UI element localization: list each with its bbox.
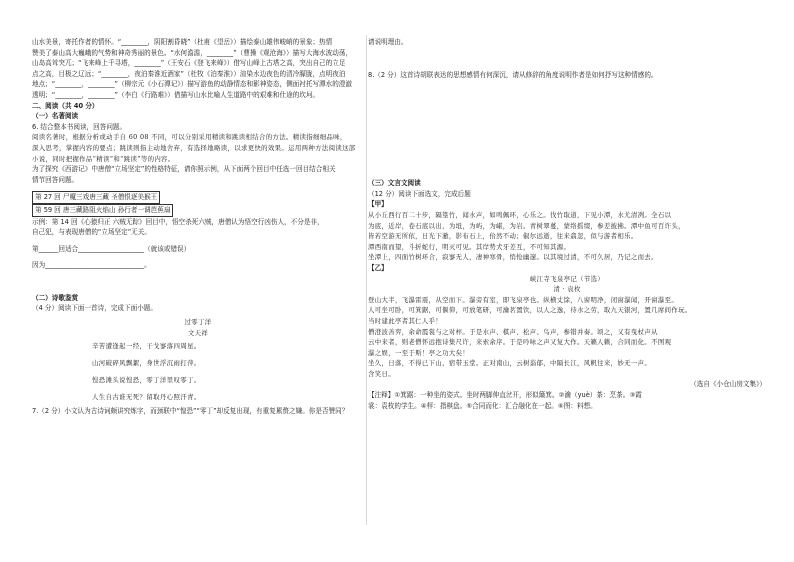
text-jia-line: 坐潭上，四面竹树环合，寂寥无人，凄神寒骨，悄怆幽邃。以其境过清，不可久居，乃记之而去。 (368, 253, 658, 262)
poem-line: 人生自古谁无死？留取丹心照汗青。 (92, 393, 201, 402)
poem-author: 文天祥 (187, 328, 209, 337)
task-line: 为了探究《西游记》中唐僧“立场坚定”的性格特征，请你照示例，从下面两个回目中任选一回目结合相关 (32, 165, 336, 174)
example-line: 自己犯，与表现唐僧的“立场坚定”无关。 (32, 228, 151, 237)
text-yi-author: 清 · 袁枚 (553, 285, 581, 294)
text-yi-line: 含笑日。 (368, 369, 395, 378)
poem-intro: （4 分）阅读下面一首诗，完成下面小题。 (32, 304, 157, 313)
text-jia-marker: 【甲】 (368, 200, 388, 209)
reading-passage-line: 小说，同时把握作品“精读”和“跳读”等的内容。 (32, 154, 175, 163)
reading-passage-line: 阅读名著时，根据分析或动手自 60 08 不同，可以分别采用精读和跳读相结合的方法。精读指细细品味， (32, 133, 347, 142)
poem-line: 辛苦遭逢起一经，干戈寥落四周星。 (92, 342, 201, 351)
text-jia-line: 从小丘西行百二十步，隔篁竹，闻水声，如鸣佩环，心乐之。伐竹取道，下见小潭，水尤清冽。全石以 (368, 210, 672, 219)
text-jia-line: 潭西南而望，斗折蛇行，明灭可见。其岸势犬牙差互，不可知其源。 (368, 242, 571, 251)
source-citation: （选自《小仓山房文集》） (690, 380, 766, 389)
text-yi-line: 云中来者，则老僧怀远抱诗集尺许，来索余序。于是吟咏之声又复大作。天籁人籁，合同而化。不图观 (368, 338, 672, 347)
answer-blank: 第______回适合____________________（就该或错误） (32, 244, 191, 253)
poem-line: 山河破碎风飘絮，身世浮沉雨打萍。 (92, 359, 201, 368)
text-yi-line: 当时建此亭者其仁人乎！ (368, 316, 443, 325)
right-column (368, 37, 766, 411)
fill-in-line: 山岛高耸突兀；“飞来峰上千寻塔，________”（王安石《登飞来峰》）借写山峰上古塔之高，突出自己的立足 (32, 59, 346, 68)
fill-in-line: 山水美景，寄托作者的情怀。“________，阴阳割昏晓”（杜甫《望岳》）描绘泰山雄伟峻峭的景象；热情 (32, 38, 333, 46)
notes-line: 【注释】①箕踞：一种坐的姿式。坐时两脚伸直岔开，形似簸箕。②瀹（yuè）茶：烹茶。③霞 (368, 391, 642, 400)
subsection-heading: （三）文言文阅读 (368, 179, 421, 188)
chapter-option-box: 第 27 回 尸魔三戏唐三藏 圣僧恨逐美猴王 (32, 191, 160, 204)
example-line: 示例：第 14 回《心猿归正 六贼无踪》回目中，悟空杀死六贼，唐僧认为悟空行凶伤人，不分是非， (32, 217, 324, 226)
poem-title: 过零丁洋 (184, 318, 212, 327)
text-yi-line: 登山大半，飞瀑雷震，从空而下。瀑旁有室，即飞泉亭也。纵横丈馀，八窗明净，闭窗瀑闻，开窗瀑至。 (368, 295, 679, 304)
question-7: 7.（2 分）小文认为古诗词颇讲究炼字，而颈联中“惶恐”“零丁”却反复出现，有重复累赘之嫌。你是否赞同？ (32, 407, 349, 416)
poem-line: 惶恐滩头说惶恐，零丁洋里叹零丁。 (92, 376, 201, 385)
text-yi-line: 僧澄波善弈，余命霞裳与之对枰。于是水声、棋声、松声、鸟声，参错并奏。顷之，又有曳杖声从 (368, 327, 658, 336)
text-yi-title: 峡江寺飞泉亭记（节选） (529, 274, 605, 283)
question-8: 8.（2 分）这首诗胡联表达的思想感情有何深沉，请从修辞的角度说明作者是如何抒写这种情感的。 (368, 70, 658, 79)
classical-intro: （12 分）阅读下面选文，完成后题 (368, 189, 471, 198)
answer-blank: 因为______________________________。 (32, 261, 151, 270)
section-heading: 二、阅读（共 40 分） (32, 101, 99, 110)
left-column (32, 37, 364, 417)
subsection-heading: （二）诗歌鉴赏 (32, 293, 79, 302)
notes-line: 裳：袁枚的学生。④枰：指棋盘。⑤合同而化：汇合融化在一起。⑥图：料想。 (368, 401, 597, 410)
question-6: 6. 结合整本书阅读，回答问题。 (32, 122, 127, 131)
task-line: 情节回答问题。 (32, 175, 79, 184)
subsection-heading: （一）名著阅读 (32, 112, 79, 121)
chapter-option-box: 第 59 回 唐三藏路阻火焰山 孙行者一调芭蕉扇 (32, 204, 173, 217)
fill-in-line: 地点；“________，________”（柳宗元《小石潭记》）描写游鱼的动静情态和影神姿态，侧面衬托写潭水的澄澈 (32, 80, 353, 89)
column-divider (366, 35, 367, 525)
text-yi-line: 人可坐可卧，可箕踞，可偃仰，可放笔研，可瀹茗置饮，以人之逸，待水之劳，取九天银河，置几席间作玩。 (368, 306, 692, 315)
fill-in-line: 点之高，目极之辽远；“________，夜泊秦淮近酒家”（杜牧《泊秦淮》）渲染水边夜色的清冷朦胧，点明夜泊 (32, 69, 346, 78)
text-yi-marker: 【乙】 (368, 263, 388, 272)
fill-in-line: 透明；“________，________”（李白《行路难》）借描写山水比喻人生道路中的艰难和仕途的坎坷。 (32, 90, 320, 99)
question-7-continued: 请说明理由。 (368, 38, 408, 46)
fill-in-line: 赞美了泰山高大巍峨的气势和神奇秀丽的景色。“水何澹澹，________”（曹操《观沧海》）描写大海水波动荡， (32, 48, 353, 57)
text-yi-line: 瀑之娱，一至于斯！亭之功大矣！ (368, 348, 470, 357)
text-jia-line: 为底，近岸，卷石底以出，为坻，为屿，为嵁，为岩。青树翠蔓，蒙络摇缀，参差披拂。潭中鱼可百许头， (368, 221, 685, 230)
text-yi-line: 坐久，日落，不得已下山，宿带玉堂。正对南山，云树蓊郁，中隔长江，风帆往来，妙无一声。 (368, 359, 652, 368)
text-jia-line: 皆若空游无所依，日光下澈，影布石上，佁然不动；俶尔远逝，往来翕忽，似与游者相乐。 (368, 232, 638, 241)
reading-passage-line: 深入思考，掌握内容的要点；跳读则指主动地舍弃，有选择地略读，以求更快的效果。运用两种方法阅读这部 (32, 143, 356, 152)
